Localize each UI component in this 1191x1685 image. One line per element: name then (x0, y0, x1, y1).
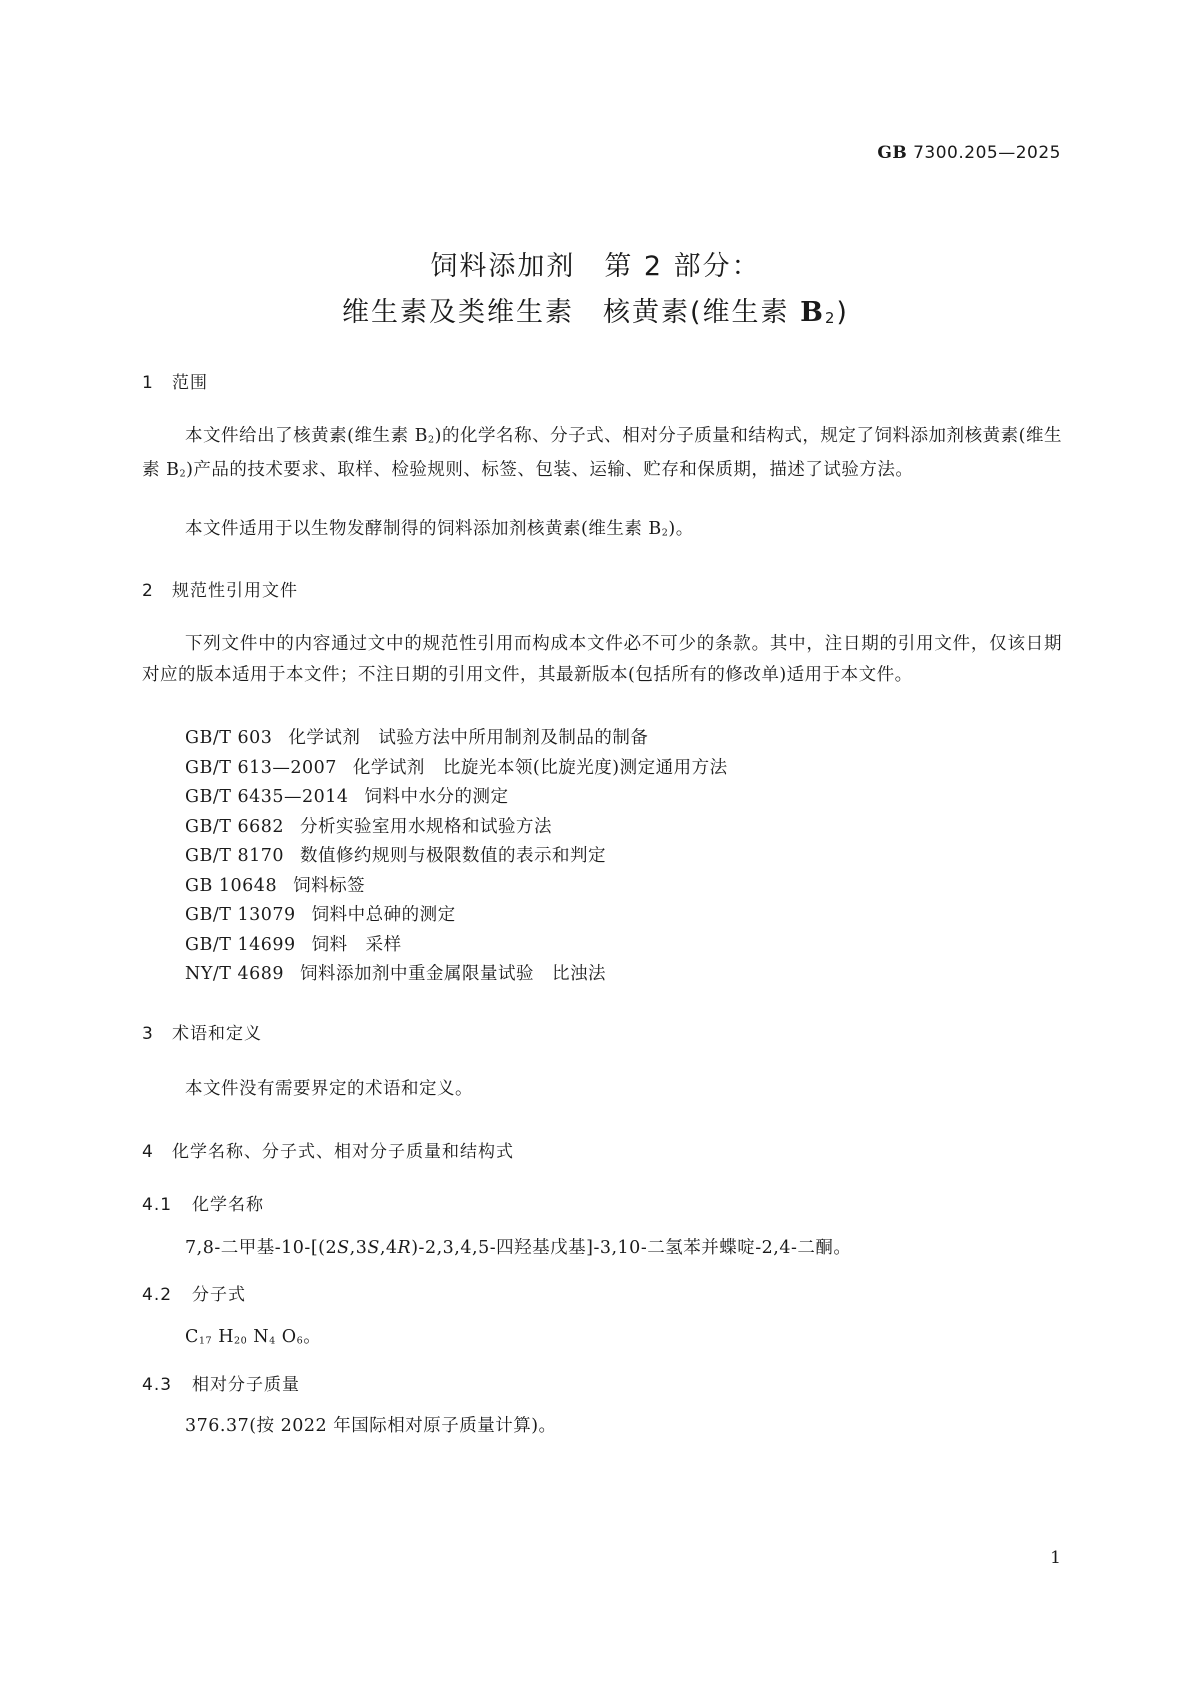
reference-item (185, 813, 552, 838)
text-run: ,4 (379, 1238, 398, 1258)
subsection-title: 化学名称 (192, 1195, 264, 1215)
section-title: 规范性引用文件 (172, 581, 298, 601)
text-run: 本文件适用于以生物发酵制得的饲料添加剂核黄素(维生素 B (185, 519, 662, 539)
text-run: )产品的技术要求、取样、检验规则、标签、包装、运输、贮存和保质期，描述了试验方法。 (186, 460, 914, 481)
section-4-1-heading (142, 1190, 264, 1215)
reference-code: GB/T 6435—2014 (185, 787, 349, 807)
reference-code: GB/T 613—2007 (185, 758, 337, 778)
reference-title: 饲料添加剂中重金属限量试验 比浊法 (300, 964, 607, 984)
reference-code: GB/T 603 (185, 728, 273, 748)
element-symbol: H (218, 1327, 234, 1347)
subsection-number: 4.2 (142, 1285, 173, 1305)
reference-title: 分析实验室用水规格和试验方法 (300, 817, 553, 837)
title-line2-text: 维生素及类维生素 核黄素(维生素 (342, 297, 801, 328)
reference-code: GB/T 8170 (185, 846, 285, 866)
subscript: 2 (661, 527, 669, 539)
reference-code: NY/T 4689 (185, 964, 285, 984)
text-run: )-2,3,4,5-四羟基戊基]-3,10-二氢苯并蝶啶-2,4-二酮。 (411, 1238, 852, 1258)
title-vitamin-subscript: 2 (824, 309, 837, 328)
molecular-mass: 376.37(按 2022 年国际相对原子质量计算)。 (185, 1416, 557, 1436)
section-title: 化学名称、分子式、相对分子质量和结构式 (172, 1142, 514, 1162)
reference-title: 饲料中总砷的测定 (311, 905, 456, 925)
element-symbol: O (281, 1327, 297, 1347)
text-run: 本文件给出了核黄素(维生素 B (185, 426, 429, 446)
section-1-paragraph-2 (142, 514, 1062, 548)
standard-code-number: 7300.205—2025 (913, 143, 1061, 163)
text-run: 7,8-二甲基-10-[(2 (185, 1238, 338, 1258)
title-line2-end: ) (836, 297, 849, 328)
subsection-title: 分子式 (192, 1285, 246, 1305)
chemical-name (185, 1234, 851, 1259)
section-number: 1 (142, 373, 154, 393)
reference-code: GB/T 14699 (185, 935, 296, 955)
reference-item (185, 724, 648, 749)
subscript: 4 (269, 1335, 276, 1347)
standard-code-prefix: GB (877, 143, 908, 163)
subscript: 17 (198, 1335, 213, 1347)
reference-code: GB 10648 (185, 876, 278, 896)
reference-item (185, 901, 456, 926)
standard-code (877, 143, 1061, 163)
reference-code: GB/T 6682 (185, 817, 285, 837)
subsection-title: 相对分子质量 (192, 1375, 300, 1395)
reference-title: 化学试剂 试验方法中所用制剂及制品的制备 (288, 728, 649, 748)
reference-title: 饲料 采样 (311, 935, 402, 955)
reference-item (185, 960, 606, 985)
section-1-paragraph-1 (142, 421, 1062, 490)
subscript: 2 (179, 468, 187, 480)
reference-item (185, 842, 606, 867)
section-2-heading (142, 576, 298, 601)
stereo-descriptor: R (397, 1238, 412, 1258)
document-title-line2 (0, 290, 1191, 329)
section-3-text: 本文件没有需要界定的术语和定义。 (185, 1079, 473, 1099)
section-2-intro: 下列文件中的内容通过文中的规范性引用而构成本文件必不可少的条款。其中，注日期的引用文件，仅该日期对应的版本适用于本文件；不注日期的引用文件，其最新版本(包括所有的修改单)适用于本文件。 (142, 634, 1062, 685)
section-4-3-heading (142, 1370, 300, 1395)
reference-item (185, 754, 728, 779)
section-4-2-heading (142, 1280, 246, 1305)
text-run: 。 (303, 1327, 322, 1347)
subscript: 2 (428, 434, 435, 446)
reference-title: 数值修约规则与极限数值的表示和判定 (300, 846, 607, 866)
subsection-number: 4.1 (142, 1195, 173, 1215)
document-title-line1: 饲料添加剂 第 2 部分： (430, 251, 761, 282)
text-run: ,3 (349, 1238, 368, 1258)
reference-title: 化学试剂 比旋光本领(比旋光度)测定通用方法 (352, 758, 728, 778)
element-symbol: C (185, 1327, 199, 1347)
section-1-heading (142, 368, 208, 393)
reference-item (185, 931, 402, 956)
subscript: 6 (296, 1335, 304, 1347)
section-number: 4 (142, 1142, 154, 1162)
section-number: 3 (142, 1024, 154, 1044)
section-4-heading (142, 1137, 514, 1162)
reference-item (185, 872, 365, 897)
stereo-descriptor: S (367, 1238, 380, 1258)
stereo-descriptor: S (337, 1238, 350, 1258)
section-title: 范围 (172, 373, 208, 393)
reference-title: 饲料中水分的测定 (364, 787, 509, 807)
reference-title: 饲料标签 (293, 876, 366, 896)
subscript: 20 (233, 1335, 248, 1347)
molecular-formula (185, 1323, 321, 1348)
reference-item (185, 783, 509, 808)
element-symbol: N (253, 1327, 270, 1347)
subsection-number: 4.3 (142, 1375, 173, 1395)
page-number: 1 (1050, 1548, 1061, 1568)
title-vitamin-symbol: B (800, 297, 825, 328)
section-number: 2 (142, 581, 154, 601)
section-3-heading (142, 1019, 262, 1044)
text-run: )的化学名称、分子式、相对分子质量和结构式，规定了饲料添加剂核黄素(维生素 B (142, 426, 1063, 481)
section-title: 术语和定义 (172, 1024, 262, 1044)
reference-code: GB/T 13079 (185, 905, 296, 925)
text-run: )。 (668, 519, 694, 539)
